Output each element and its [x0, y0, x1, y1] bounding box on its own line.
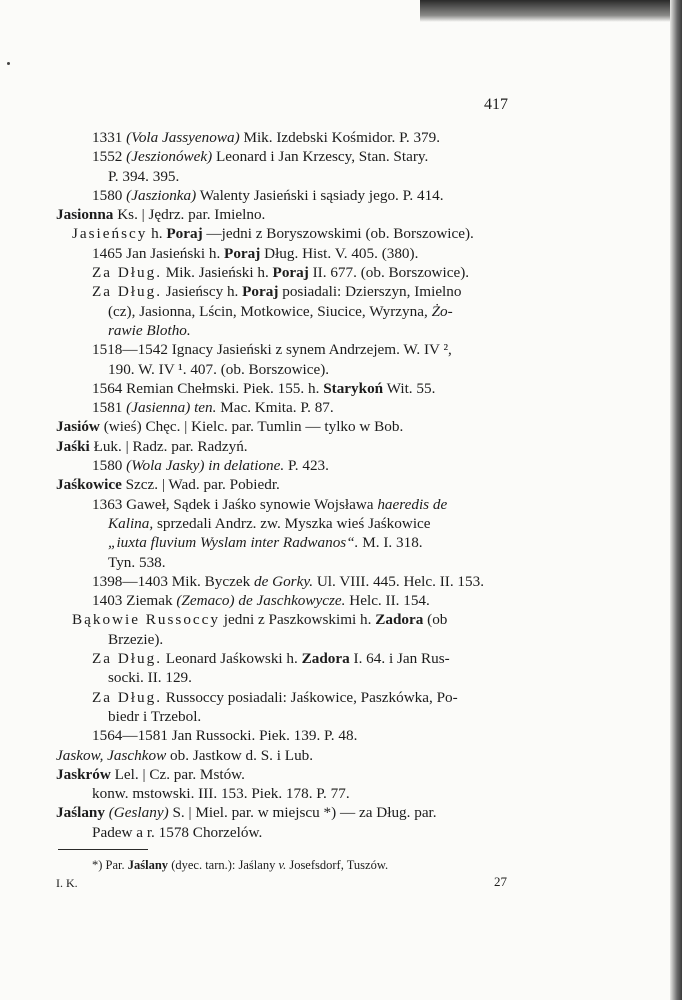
entry-text: konw. mstowski. III. 153. Piek. 178. P. 77. — [92, 785, 350, 803]
entry-text: Tyn. 538. — [108, 553, 166, 571]
entry-line — [56, 495, 516, 514]
entry-text: „iuxta fluvium Wyslam inter Radwanos“. — [108, 534, 359, 552]
entry-text: 1564 Remian Chełmski. Piek. 155. h. — [92, 379, 324, 397]
entry-heading-line — [56, 475, 516, 494]
entry-text: Leonard i Jan Krzescy, Stan. Stary. — [212, 148, 429, 166]
entry-heading-line — [56, 765, 516, 784]
entry-text: Wit. 55. — [383, 379, 436, 397]
entry-text: 1581 — [92, 399, 127, 417]
coat-of-arms: Starykoń — [323, 379, 384, 397]
entry-text: 1363 Gaweł, Sądek i Jaśko synowie Wojsława — [92, 495, 378, 513]
entry-heading-line — [56, 746, 516, 765]
entry-line — [56, 610, 516, 629]
entry-text: Jasieńscy — [72, 225, 148, 243]
entry-text: Ul. VIII. 445. Helc. II. 153. — [313, 572, 484, 590]
entry-headword: Jaskrów — [56, 765, 111, 783]
entry-text: Josefsdorf, Tuszów. — [286, 858, 389, 872]
entry-line — [56, 147, 516, 166]
entry-text: ob. Jastkow d. S. i Lub. — [166, 746, 314, 764]
entry-text: (Jeszionówek) — [126, 148, 213, 166]
entry-text: Lel. | Cz. par. Mstów. — [110, 765, 245, 783]
entry-text: 1465 Jan Jasieński h. — [92, 244, 225, 262]
entry-text: Za Dług. — [92, 650, 162, 668]
scan-edge-top — [420, 0, 682, 22]
entry-text: Russoccy posiadali: Jaśkowice, Paszkówka, Po- — [162, 688, 458, 706]
coat-of-arms: Zadora — [375, 611, 424, 629]
entry-text: haeredis de — [377, 495, 448, 513]
entry-heading-line — [56, 205, 516, 224]
footnote — [92, 858, 388, 873]
entry-text: (Vola Jassyenowa) — [126, 129, 240, 146]
entry-line — [56, 726, 516, 745]
entry-heading-line — [56, 437, 516, 456]
entry-text: Jasieńscy h. — [162, 283, 243, 301]
entry-text: Helc. II. 154. — [345, 592, 430, 610]
entry-text: Mac. Kmita. P. 87. — [216, 399, 334, 417]
coat-of-arms: Poraj — [272, 264, 309, 282]
entry-text: 1403 Ziemak — [92, 592, 177, 610]
entry-line — [56, 533, 516, 552]
entry-line — [56, 321, 516, 340]
entry-text: 1580 — [92, 457, 127, 475]
entry-headword: Jaślany — [56, 804, 105, 822]
entry-text: Żo- — [431, 302, 453, 320]
entry-text: II. 677. (ob. Borszowice). — [308, 264, 470, 282]
entry-line — [56, 398, 516, 417]
entry-line — [56, 668, 516, 687]
entry-line — [56, 224, 516, 243]
coat-of-arms: Poraj — [242, 283, 279, 301]
entry-text: S. | Miel. par. w miejscu *) — za Dług. par. — [168, 804, 437, 822]
entry-text: Za Dług. — [92, 688, 162, 706]
entry-text: Padew a r. 1578 Chorzelów. — [92, 823, 263, 841]
entry-text: (cz), Jasionna, Lścin, Motkowice, Siucice, Wyrzyna, — [108, 302, 432, 320]
entry-text: Ks. | Jędrz. par. Imielno. — [113, 206, 266, 224]
entry-text: h. — [147, 225, 167, 243]
entry-line — [56, 302, 516, 321]
entry-line — [56, 263, 516, 282]
entry-text: posiadali: Dzierszyn, Imielno — [278, 283, 462, 301]
entry-text: Dług. Hist. V. 405. (380). — [260, 244, 419, 262]
entry-headword: Jaśkowice — [56, 476, 122, 494]
entry-headword: Jasionna — [56, 206, 114, 224]
coat-of-arms: Jaślany — [127, 858, 169, 872]
entry-text: jedni z Paszkowskimi h. — [220, 611, 376, 629]
entry-line — [56, 282, 516, 301]
entry-text: (dyec. tarn.): Jaślany — [168, 858, 279, 872]
coat-of-arms: Poraj — [166, 225, 203, 243]
entry-text: socki. II. 129. — [108, 669, 192, 687]
page-number: 417 — [484, 96, 508, 113]
entry-line — [56, 340, 516, 359]
entry-text: Bąkowie Russoccy — [72, 611, 220, 629]
coat-of-arms: Zadora — [301, 650, 350, 668]
scan-edge-right — [670, 0, 682, 1000]
entry-text: 1398—1403 Mik. Byczek — [92, 572, 254, 590]
entry-text: 1331 — [92, 129, 127, 146]
entry-text: 1580 — [92, 186, 127, 204]
scan-speck — [7, 62, 10, 65]
footnote-rule — [58, 849, 148, 850]
entry-text: 1552 — [92, 148, 127, 166]
entry-text: (Jasienna) ten. — [126, 399, 217, 417]
entry-line — [56, 784, 516, 803]
entry-line — [56, 167, 516, 186]
entry-text: 190. W. IV ¹. 407. (ob. Borszowice). — [108, 360, 330, 378]
entry-line — [56, 379, 516, 398]
entry-text: Za Dług. — [92, 264, 162, 282]
entry-text: 1564—1581 Jan Russocki. Piek. 139. P. 48. — [92, 727, 358, 745]
entry-line — [56, 128, 516, 147]
entry-text: (Zemaco) de Jaschkowycze. — [176, 592, 346, 610]
entry-text: Brzezie). — [108, 630, 164, 648]
entry-text: Za Dług. — [92, 283, 162, 301]
entry-text: Mik. Izdebski Kośmidor. P. 379. — [239, 129, 441, 146]
entry-text: Kalina, — [108, 514, 154, 532]
sheet-number: 27 — [494, 874, 507, 889]
entry-text: 1518—1542 Ignacy Jasieński z synem Andrzejem. W. IV ², — [92, 341, 452, 359]
entry-text: Walenty Jasieński i sąsiady jego. P. 414. — [196, 186, 444, 204]
printer-signature: I. K. — [56, 876, 78, 890]
entry-line — [56, 456, 516, 475]
entry-text: (ob — [423, 611, 448, 629]
entry-text: M. I. 318. — [358, 534, 423, 552]
coat-of-arms: Poraj — [224, 244, 261, 262]
entry-heading-line — [56, 417, 516, 436]
entry-line — [56, 707, 516, 726]
entry-text: P. 423. — [284, 457, 329, 475]
entry-headword: Jasiów — [56, 418, 100, 436]
entry-line — [56, 630, 516, 649]
entry-line — [56, 186, 516, 205]
entry-text: Jaskow, Jaschkow — [56, 746, 167, 764]
entry-headword: Jaśki — [56, 437, 90, 455]
entry-text: (Wola Jasky) in delatione. — [126, 457, 285, 475]
entry-text: *) Par. — [92, 858, 128, 872]
entry-text: Szcz. | Wad. par. Pobiedr. — [121, 476, 280, 494]
entry-text: (wieś) Chęc. | Kielc. par. Tumlin — tylko w Bob. — [99, 418, 404, 436]
entry-line — [56, 572, 516, 591]
entry-line — [56, 823, 516, 842]
entry-text: P. 394. 395. — [108, 167, 180, 185]
entry-text: —jedni z Boryszowskimi (ob. Borszowice). — [202, 225, 474, 243]
entry-line — [56, 591, 516, 610]
entry-text: sprzedali Andrz. zw. Myszka wieś Jaśkowice — [153, 514, 431, 532]
entry-text: biedr i Trzebol. — [108, 707, 202, 725]
dictionary-entries — [56, 128, 516, 842]
entry-text: Mik. Jasieński h. — [162, 264, 273, 282]
entry-line — [56, 514, 516, 533]
entry-text: I. 64. i Jan Rus- — [349, 650, 450, 668]
entry-heading-line — [56, 803, 516, 822]
entry-text: de Gorky. — [253, 572, 314, 590]
entry-text: rawie Blotho. — [108, 321, 191, 339]
entry-text: (Geslany) — [108, 804, 169, 822]
entry-line — [56, 553, 516, 572]
entry-text: (Jaszionka) — [126, 186, 197, 204]
entry-text: Łuk. | Radz. par. Radzyń. — [89, 437, 248, 455]
entry-line — [56, 360, 516, 379]
entry-line — [56, 244, 516, 263]
entry-line — [56, 688, 516, 707]
entry-text: Leonard Jaśkowski h. — [162, 650, 302, 668]
entry-text: v. — [278, 858, 287, 872]
entry-line — [56, 649, 516, 668]
